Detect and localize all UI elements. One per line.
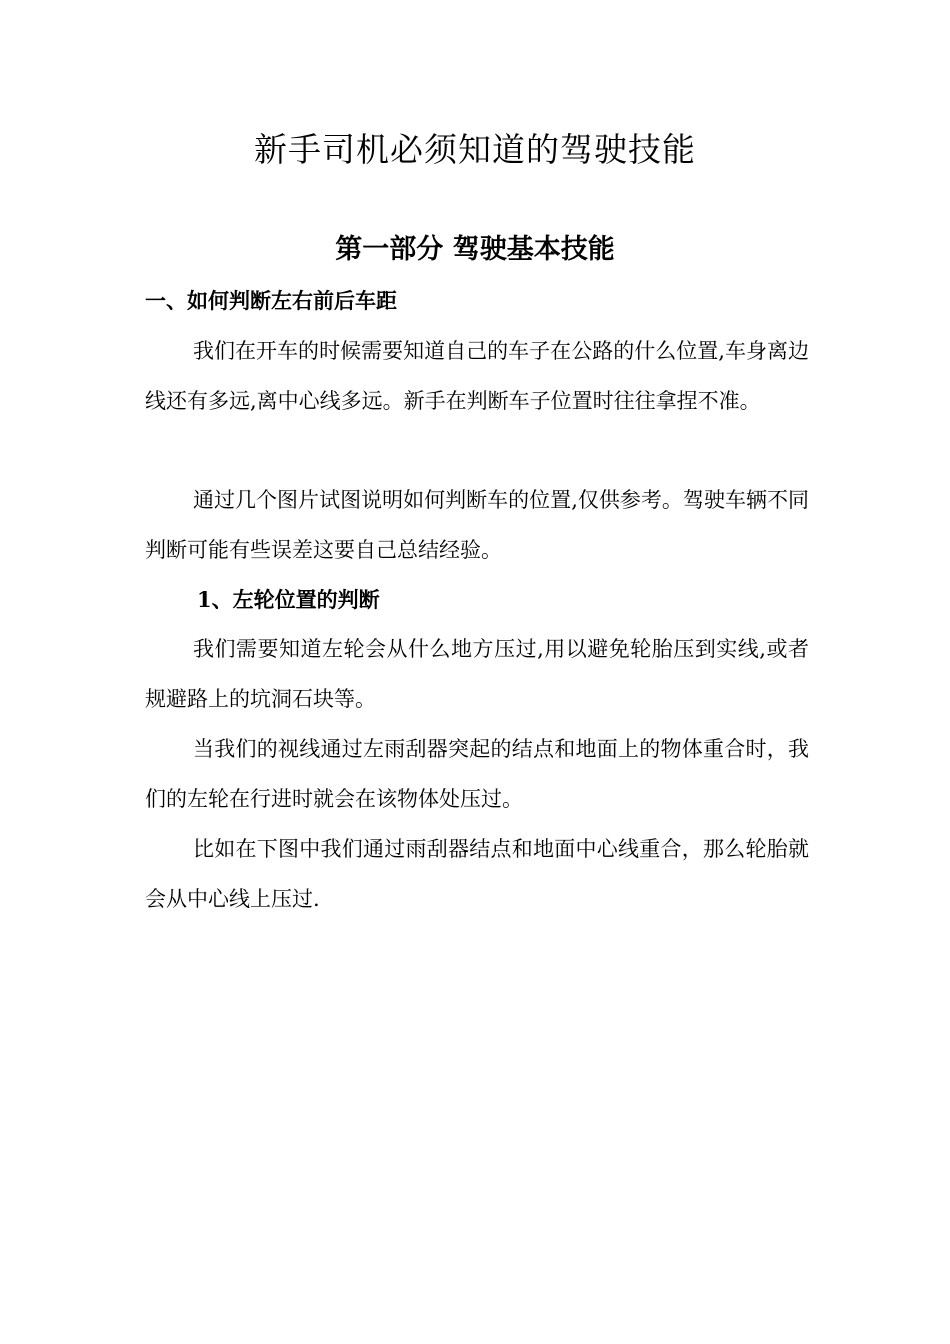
- part-heading: 第一部分 驾驶基本技能: [335, 234, 615, 265]
- paragraph: 比如在下图中我们通过雨刮器结点和地面中心线重合，那么轮胎就会从中心线上压过.: [145, 837, 809, 911]
- document-title: 新手司机必须知道的驾驶技能: [254, 130, 696, 169]
- sub-heading: 1、左轮位置的判断: [197, 587, 380, 612]
- paragraph: 通过几个图片试图说明如何判断车的位置,仅供参考。驾驶车辆不同判断可能有些误差这要自己总结经验。: [145, 488, 809, 562]
- paragraph: 我们需要知道左轮会从什么地方压过,用以避免轮胎压到实线,或者规避路上的坑洞石块等。: [145, 637, 809, 711]
- section-heading: 一、如何判断左右前后车距: [145, 288, 397, 313]
- paragraph: 我们在开车的时候需要知道自己的车子在公路的什么位置,车身离边线还有多远,离中心线多远。新手在判断车子位置时往往拿捏不准。: [145, 339, 809, 413]
- paragraph: 当我们的视线通过左雨刮器突起的结点和地面上的物体重合时，我们的左轮在行进时就会在该物体处压过。: [145, 737, 809, 811]
